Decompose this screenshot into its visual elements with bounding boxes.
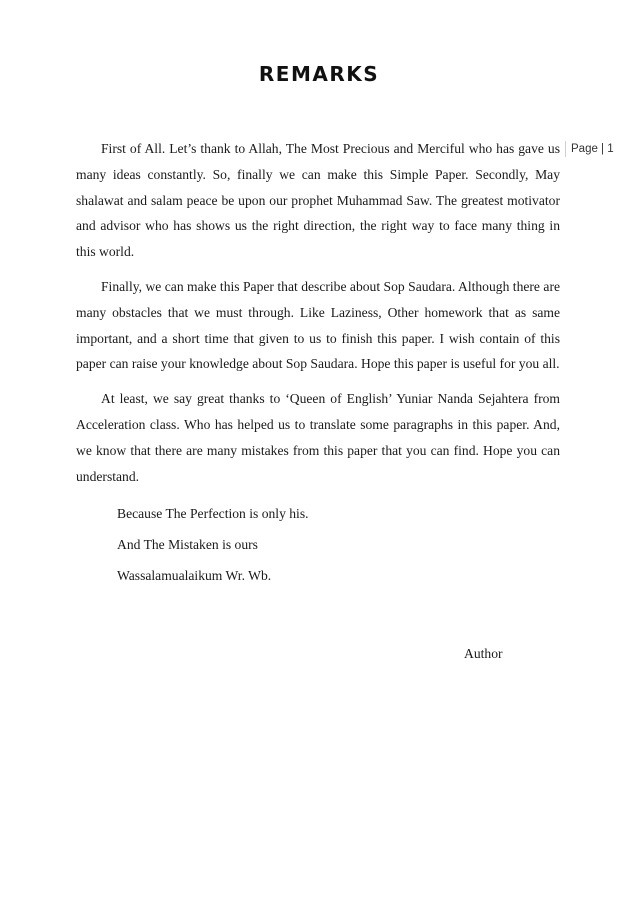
paragraph-thanks: At least, we say great thanks to ‘Queen of English’ Yuniar Nanda Sejahtera from Acceleration class. Who has helped us to translate some paragraphs in this paper. And, we know that there are many mistakes from this paper that you can find. Hope you can understand. [76,391,560,484]
body-text [76,136,560,591]
page-number: Page | 1 [565,141,614,157]
paragraph-gratitude: First of All. Let’s thank to Allah, The Most Precious and Merciful who has gave us many ideas constantly. So, finally we can make this Simple Paper. Secondly, May shalawat and salam peace be upon our prophet Muhammad Saw. The greatest motivator and advisor who has shows us the right direction, the right way to face many thing in this world. [76,141,560,260]
closing-line-perfection: Because The Perfection is only his. [117,506,309,522]
closing-line-mistaken: And The Mistaken is ours [117,537,258,553]
closing-line-salutation: Wassalamualaikum Wr. Wb. [117,568,272,584]
paragraph-purpose: Finally, we can make this Paper that describe about Sop Saudara. Although there are many obstacles that we must through. Like Laziness, Other homework that as same important, and a short time that given to us to finish this paper. I wish contain of this paper can raise your knowledge about Sop Saudara. Hope this paper is useful for you all. [76,278,560,372]
page-title: REMARKS [258,62,380,86]
author-signature: Author [464,646,503,661]
